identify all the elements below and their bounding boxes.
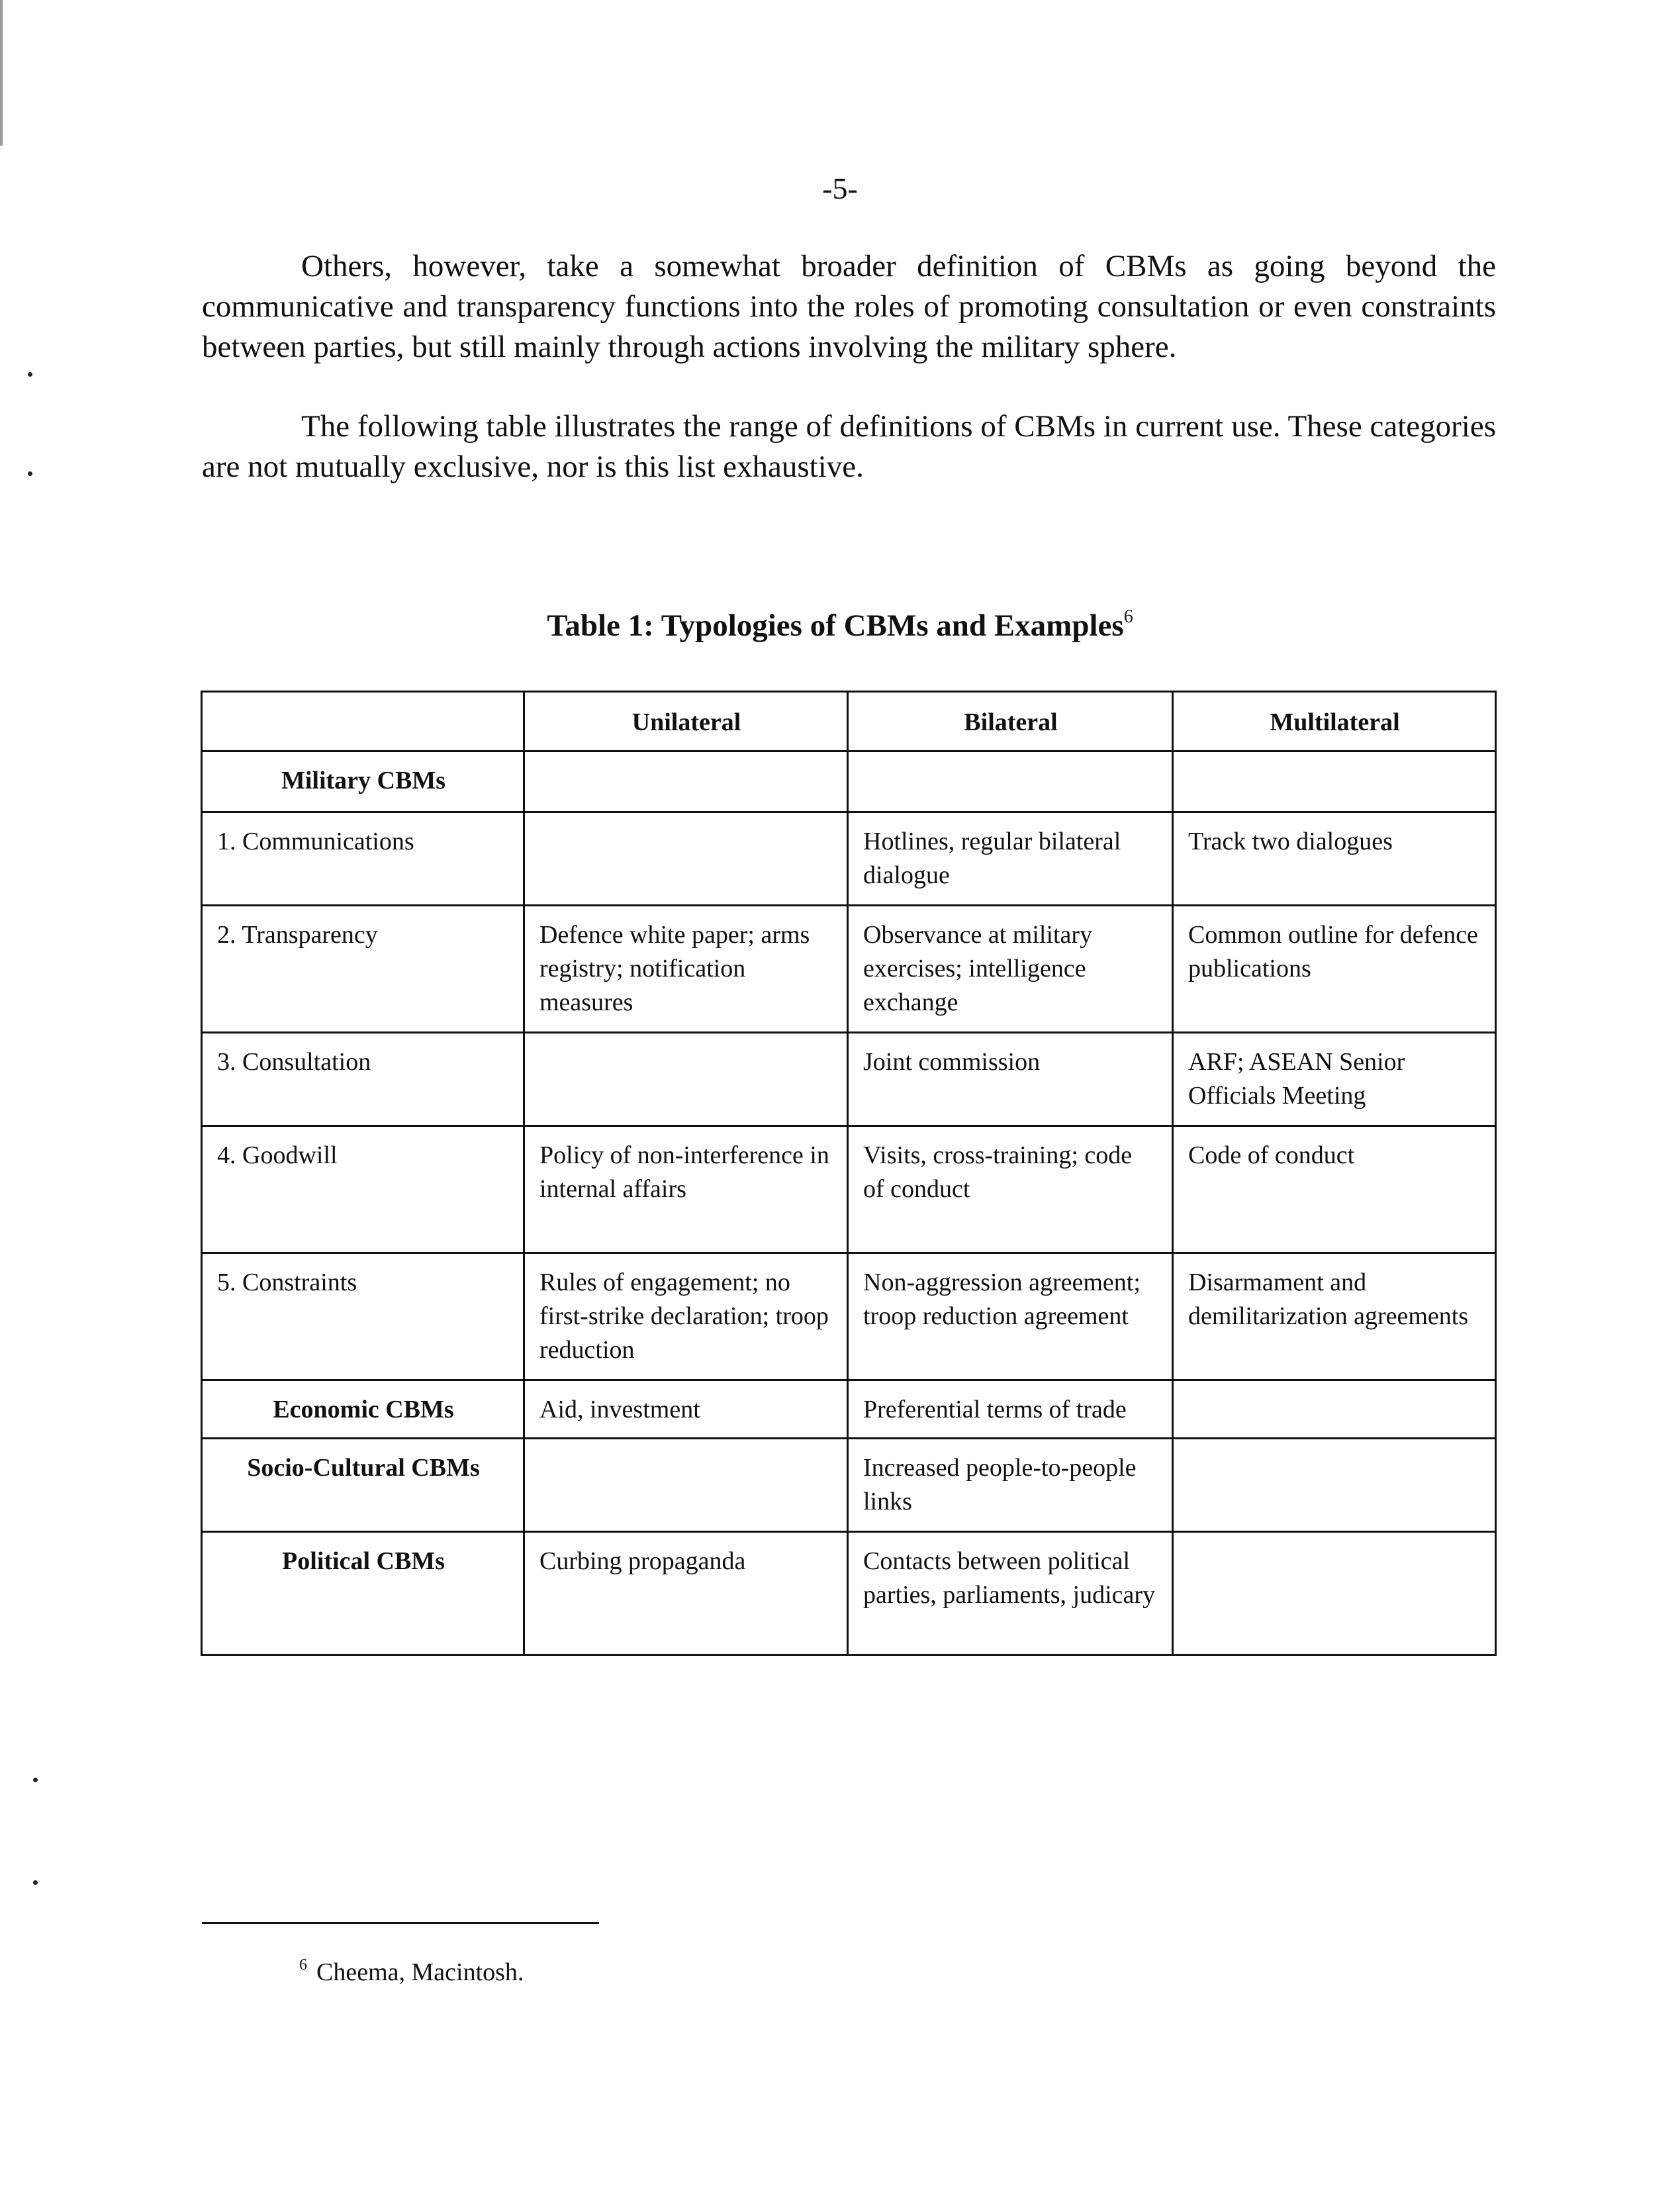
table-cell: Curbing propaganda: [524, 1532, 848, 1655]
scan-speck: [28, 372, 32, 377]
body-paragraph: The following table illustrates the range of definitions of CBMs in current use. These categories are not mutually exclusive, nor is this list exhaustive.: [202, 409, 1496, 484]
table-cell: Preferential terms of trade: [848, 1380, 1173, 1439]
table-cell: [1173, 1532, 1496, 1655]
row-label: Military CBMs: [202, 751, 524, 812]
row-label: 5. Constraints: [202, 1253, 524, 1380]
table-cell: Contacts between political parties, parliaments, judicary: [848, 1532, 1173, 1655]
table-cell: Policy of non-interference in internal affairs: [524, 1126, 848, 1253]
table-cell: [524, 1439, 848, 1532]
table-cell: Common outline for defence publications: [1173, 906, 1496, 1033]
table-row-constraints: [202, 1253, 1496, 1380]
table-row-transparency: [202, 906, 1496, 1033]
table-cell: [1173, 1439, 1496, 1532]
footnote-divider: [202, 1922, 599, 1924]
table-header-row: [202, 692, 1496, 751]
table-cell: Joint commission: [848, 1033, 1173, 1126]
table-cell: Defence white paper; arms registry; notification measures: [524, 906, 848, 1033]
row-label: 4. Goodwill: [202, 1126, 524, 1253]
table-title-text: Table 1: Typologies of CBMs and Examples: [547, 608, 1124, 643]
table-row-consultation: [202, 1033, 1496, 1126]
table-cell: Code of conduct: [1173, 1126, 1496, 1253]
table-cell: Disarmament and demilitarization agreements: [1173, 1253, 1496, 1380]
table-cell: Increased people-to-people links: [848, 1439, 1173, 1532]
footnote-text: Cheema, Macintosh.: [316, 1958, 524, 1986]
table-cell: [524, 751, 848, 812]
table-row-socio-cultural-cbms: [202, 1439, 1496, 1532]
row-label: 1. Communications: [202, 812, 524, 906]
table-cell: Aid, investment: [524, 1380, 848, 1439]
table-cell: Non-aggression agreement; troop reduction agreement: [848, 1253, 1173, 1380]
row-label: Economic CBMs: [202, 1380, 524, 1439]
footnote: [299, 1956, 524, 1987]
scan-speck: [28, 471, 32, 476]
row-label: Political CBMs: [202, 1532, 524, 1655]
scan-margin-mark: [0, 0, 3, 146]
table-cell: Hotlines, regular bilateral dialogue: [848, 812, 1173, 906]
table-cell: [848, 751, 1173, 812]
row-label: Socio-Cultural CBMs: [202, 1439, 524, 1532]
cbm-typology-table: [201, 691, 1497, 1656]
table-cell: ARF; ASEAN Senior Officials Meeting: [1173, 1033, 1496, 1126]
table-row-economic-cbms: [202, 1380, 1496, 1439]
table-title: [0, 606, 1680, 644]
header-cell-unilateral: Unilateral: [524, 692, 848, 751]
footnote-number: 6: [299, 1956, 307, 1974]
row-label: 2. Transparency: [202, 906, 524, 1033]
scan-speck: [33, 1880, 38, 1885]
table-cell: Rules of engagement; no first-strike declaration; troop reduction: [524, 1253, 848, 1380]
footnote-reference: 6: [1123, 606, 1133, 627]
header-cell-multilateral: Multilateral: [1173, 692, 1496, 751]
table-row-political-cbms: [202, 1532, 1496, 1655]
table-cell: [524, 1033, 848, 1126]
body-paragraph: Others, however, take a somewhat broader definition of CBMs as going beyond the communicative and transparency functions into the roles of promoting consultation or even constraints between parties, but still mainly through actions involving the military sphere.: [202, 249, 1496, 364]
table-cell: [1173, 1380, 1496, 1439]
table-cell: Track two dialogues: [1173, 812, 1496, 906]
scan-speck: [33, 1778, 38, 1782]
table-row-goodwill: [202, 1126, 1496, 1253]
header-cell-bilateral: Bilateral: [848, 692, 1173, 751]
header-cell-empty: [202, 692, 524, 751]
page-number: -5-: [822, 171, 858, 205]
table-row-military-cbms: [202, 751, 1496, 812]
table-cell: [1173, 751, 1496, 812]
table-cell: Visits, cross-training; code of conduct: [848, 1126, 1173, 1253]
table-row-communications: [202, 812, 1496, 906]
table-cell: Observance at military exercises; intelligence exchange: [848, 906, 1173, 1033]
row-label: 3. Consultation: [202, 1033, 524, 1126]
table-cell: [524, 812, 848, 906]
